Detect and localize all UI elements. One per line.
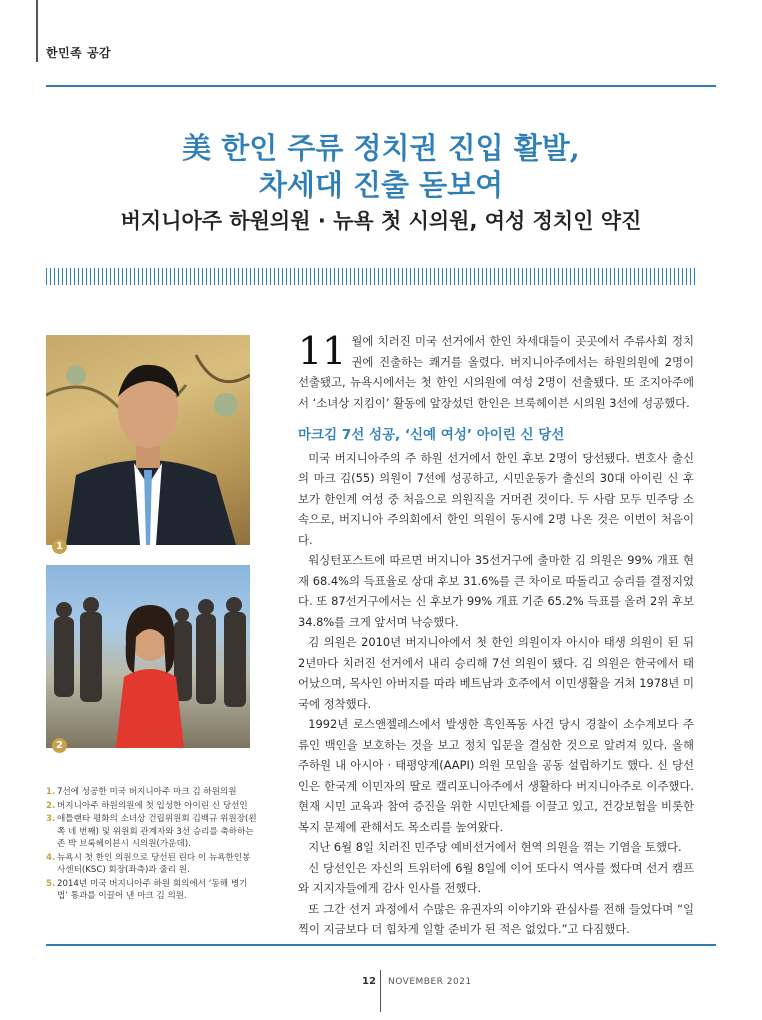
article-subheading: 마크김 7선 성공, ‘신예 여성’ 아이린 신 당선: [298, 427, 565, 443]
portrait-illustration: [46, 335, 250, 545]
drop-cap: 11: [298, 329, 347, 373]
article-paragraph: 또 그간 선거 과정에서 수많은 유권자의 이야기와 관심사를 전해 들었다며 “일찍이 지금보다 더 힘차게 일할 준비가 된 적은 없었다.”고 다짐했다.: [298, 901, 694, 936]
headline-line-1: 美 한인 주류 정치권 진입 활발,: [182, 131, 580, 165]
photo-badge-2: 2: [52, 738, 67, 753]
article-body: [298, 331, 694, 940]
lead-paragraph: [298, 331, 694, 413]
caption-item: 1. 7선에 성공한 미국 버지니아주 마크 김 하원의원: [46, 787, 237, 797]
caption-item: 3. 애틀랜타 평화의 소녀상 건립위원회 김백규 위원장(왼쪽 네 번째) 및 위원회 관계자와 3선 승리를 축하하는 존 박 브룩헤이븐시 시의원(가운데).: [46, 814, 257, 849]
top-rule: [46, 85, 716, 87]
photo-irene-shin: [46, 565, 250, 748]
article-paragraph: 김 의원은 2010년 버지니아에서 첫 한인 의원이자 아시아 태생 의원이 된 뒤 2년마다 치러진 선거에서 내리 승리해 7선 의원이 됐다. 김 의원은 한국에서 태어났으며, 목사인 아버지를 따라 베트남과 호주에서 이민생활을 거쳐 1978년 미국에 정착했다.: [298, 635, 694, 711]
issue-date: NOVEMBER 2021: [388, 977, 472, 987]
photo-mark-kim: [46, 335, 250, 545]
page-number: 12: [362, 976, 376, 987]
caption-item: 4. 뉴욕시 첫 한인 의원으로 당선된 린다 이 뉴욕한인봉사센터(KSC) 회장(좌측)과 줄리 원.: [46, 852, 251, 875]
subheadline: 버지니아주 하원의원 · 뉴욕 첫 시의원, 여성 정치인 약진: [120, 209, 642, 233]
decorative-stripe: [46, 268, 696, 285]
caption-item: 5. 2014년 미국 버지니아주 하원 회의에서 ‘동해 병기법’ 통과를 이끌어 낸 마크 김 의원.: [46, 878, 248, 901]
bottom-rule: [46, 944, 716, 946]
article-paragraph: 1992년 로스앤젤레스에서 발생한 흑인폭동 사건 당시 경찰이 소수계보다 주류인 백인을 보호하는 것을 보고 정치 입문을 결심한 것으로 알려져 있다. 올해 주하원 내 아시아 · 태평양계(AAPI) 의원 모임을 공동 설립하기도 했다. 신 당선인은 한국계 이민자의 딸로 캘리포니아주에서 생활하다 버지니아주로 이주했다. 현재 시민 교육과 참여 증진을 위한 시민단체를 이끌고 있고, 건강보험을 비롯한 복지 문제에 관해서도 목소리를 높여왔다.: [298, 717, 694, 834]
headline: [0, 130, 762, 204]
section-label: 한민족 공감: [46, 46, 112, 60]
photo-captions: [46, 786, 258, 904]
article-paragraph: 지난 6월 8일 치러진 민주당 예비선거에서 현역 의원을 꺾는 기염을 토했다.: [308, 840, 682, 854]
footer-divider: [380, 970, 381, 1012]
headline-line-2: 차세대 진출 돋보여: [258, 168, 504, 202]
lead-text: 월에 치러진 미국 선거에서 한인 차세대들이 곳곳에서 주류사회 정치권에 진출하는 쾌거를 올렸다. 버지니아주에서는 하원의원에 2명이 선출됐고, 뉴욕시에서는 첫 한인 시의원에 여성 2명이 선출됐다. 또 조지아주에서 ‘소녀상 지킴이’ 활동에 앞장섰던 한인은 브룩헤이븐 시의원 3선에 성공했다.: [298, 334, 694, 410]
article-paragraph: 워싱턴포스트에 따르면 버지니아 35선거구에 출마한 김 의원은 99% 개표 현재 68.4%의 득표율로 상대 후보 31.6%를 큰 차이로 따돌리고 승리를 결정지었다. 또 87선거구에서는 신 후보가 99% 개표 기준 65.2% 득표를 올려 2위 후보 34.8%를 크게 앞서며 낙승했다.: [298, 553, 694, 629]
article-paragraph: 미국 버지니아주의 주 하원 선거에서 한인 후보 2명이 당선됐다. 변호사 출신의 마크 김(55) 의원이 7선에 성공하고, 시민운동가 출신의 30대 아이린 신 후보가 한인계 여성 중 처음으로 의원직을 거머쥔 것이다. 두 사람 모두 민주당 소속으로, 버지니아 주의회에서 한인 의원이 동시에 2명 나온 것은 이번이 처음이다.: [298, 450, 694, 547]
photo-badge-1: 1: [52, 539, 67, 554]
top-margin-line: [36, 0, 38, 62]
caption-item: 2. 버지니아주 하원의원에 첫 입성한 아이린 신 당선인: [46, 800, 248, 811]
article-paragraph: 신 당선인은 자신의 트위터에 6월 8일에 이어 또다시 역사를 썼다며 선거 캠프와 지지자들에게 감사 인사를 전했다.: [298, 860, 694, 895]
group-illustration: [46, 565, 250, 748]
